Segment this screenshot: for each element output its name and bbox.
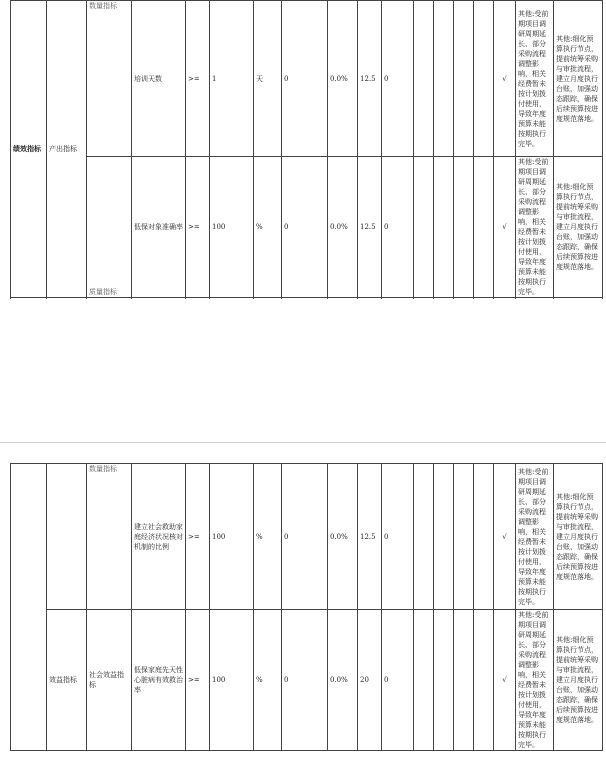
benefit-indicator-label: 效益指标 [47,610,87,751]
row1-score: 0 [382,1,414,157]
row2-rate: 0.0% [328,157,358,298]
row3-empty-b [434,464,454,610]
output-indicator-label: 产出指标 [47,1,87,298]
row2-score: 0 [382,157,414,298]
row4-target: 100 [210,610,254,751]
output-indicator-continued [47,464,87,610]
row4-weight: 20 [358,610,382,751]
row2-empty-c [454,157,474,298]
row1-unit: 天 [254,1,282,157]
row3-empty-a [414,464,434,610]
row1-empty-b [434,1,454,157]
row4-op: >= [186,610,210,751]
row1-rate: 0.0% [328,1,358,157]
row4-actual: 0 [282,610,328,751]
row3-unit: % [254,464,282,610]
row3-check: √ [494,464,516,610]
row4-unit: % [254,610,282,751]
row4-empty-b [434,610,454,751]
row1-empty-d [474,1,494,157]
performance-table-page-2 [10,463,603,751]
row3-score: 0 [382,464,414,610]
row2-empty-b [434,157,454,298]
row3-rate: 0.0% [328,464,358,610]
row4-empty-a [414,610,434,751]
performance-table-page-1 [10,0,603,298]
row1-actual: 0 [282,1,328,157]
row1-name: 培训天数 [132,1,186,157]
row2-reason: 其他:受前期项目调研周期延长、部分采购流程调整影响，相关经费暂未按计划拨付使用，导致年度预算未能按期执行完毕。 [516,157,554,298]
row2-empty-d [474,157,494,298]
page-2 [0,463,606,760]
row3-empty-d [474,464,494,610]
row2-op: >= [186,157,210,298]
row1-target: 1 [210,1,254,157]
row4-score: 0 [382,610,414,751]
row3-op: >= [186,464,210,610]
row4-measure: 其他:细化预算执行节点，提前统筹采购与审批流程，建立月度执行台账，加强动态跟踪，确保后续预算按进度规范落地。 [554,610,603,751]
page-separator [0,442,606,443]
quantity-indicator-clipped-p2: 数量指标 [87,464,132,610]
row3-target: 100 [210,464,254,610]
row2-actual: 0 [282,157,328,298]
row2-unit: % [254,157,282,298]
row2-empty-a [414,157,434,298]
row2-target: 100 [210,157,254,298]
row2-measure: 其他:细化预算执行节点，提前统筹采购与审批流程，建立月度执行台账，加强动态跟踪，确保后续预算按进度规范落地。 [554,157,603,298]
row1-check: √ [494,1,516,157]
row4-reason: 其他:受前期项目调研周期延长、部分采购流程调整影响，相关经费暂未按计划拨付使用，导致年度预算未能按期执行完毕。 [516,610,554,751]
row4-empty-c [454,610,474,751]
row2-weight: 12.5 [358,157,382,298]
quality-indicator-clipped: 质量指标 [87,157,132,298]
row1-weight: 12.5 [358,1,382,157]
row4-check: √ [494,610,516,751]
page-1 [0,0,606,300]
row4-rate: 0.0% [328,610,358,751]
row1-op: >= [186,1,210,157]
row1-empty-c [454,1,474,157]
row1-empty-a [414,1,434,157]
row4-name: 低保家庭先天性心脏病有效救治率 [132,610,186,751]
row3-reason: 其他:受前期项目调研周期延长、部分采购流程调整影响，相关经费暂未按计划拨付使用，导致年度预算未能按期执行完毕。 [516,464,554,610]
row3-actual: 0 [282,464,328,610]
row2-check: √ [494,157,516,298]
row4-empty-d [474,610,494,751]
row1-reason: 其他:受前期项目调研周期延长、部分采购流程调整影响，相关经费暂未按计划拨付使用，导致年度预算未能按期执行完毕。 [516,1,554,157]
social-benefit-label: 社会效益指标 [87,610,132,751]
row1-measure: 其他:细化预算执行节点，提前统筹采购与审批流程，建立月度执行台账，加强动态跟踪，确保后续预算按进度规范落地。 [554,1,603,157]
row2-name: 低保对象准确率 [132,157,186,298]
row3-measure: 其他:细化预算执行节点，提前统筹采购与审批流程，建立月度执行台账，加强动态跟踪，确保后续预算按进度规范落地。 [554,464,603,610]
perf-indicator-continued [11,464,47,751]
row3-empty-c [454,464,474,610]
perf-indicator-label: 绩效指标 [11,1,47,298]
row3-name: 建立社会救助家庭经济状况核对机制的比例 [132,464,186,610]
quantity-indicator-clipped: 数量指标 [87,1,132,157]
row3-weight: 12.5 [358,464,382,610]
